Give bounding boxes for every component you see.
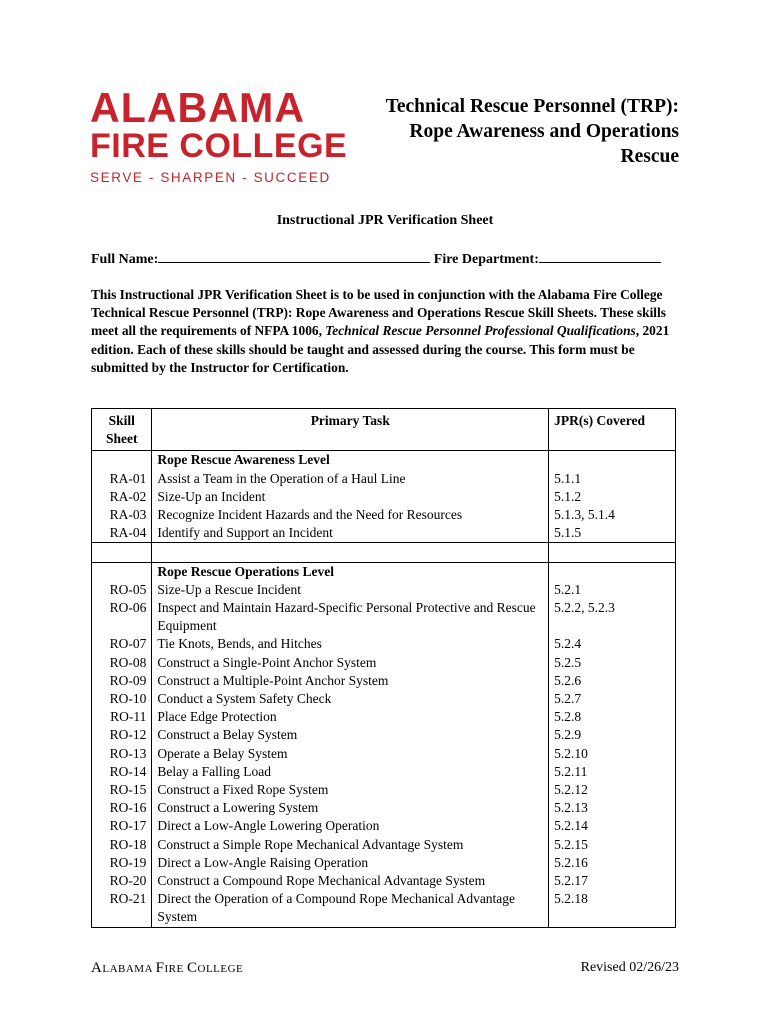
document-title xyxy=(349,94,679,169)
skill-sheet-cell: RA-03 xyxy=(92,506,152,524)
jpr-cell: 5.2.5 xyxy=(549,654,676,672)
table-row xyxy=(92,562,676,581)
skill-sheet-cell: RO-18 xyxy=(92,836,152,854)
primary-task-cell: Construct a Belay System xyxy=(152,726,549,744)
skill-sheet-cell: RO-19 xyxy=(92,854,152,872)
skill-sheet-cell: RO-12 xyxy=(92,726,152,744)
primary-task-cell: Direct the Operation of a Compound Rope Mechanical Advantage System xyxy=(152,890,549,927)
jpr-cell xyxy=(549,562,676,581)
jpr-cell: 5.1.1 xyxy=(549,470,676,488)
table-row xyxy=(92,672,676,690)
primary-task-cell: Direct a Low-Angle Lowering Operation xyxy=(152,817,549,835)
footer-revised-date: Revised 02/26/23 xyxy=(580,960,679,975)
primary-task-cell: Assist a Team in the Operation of a Haul Line xyxy=(152,470,549,488)
full-name-field[interactable] xyxy=(158,250,430,263)
skill-sheet-cell xyxy=(92,451,152,470)
table-row xyxy=(92,745,676,763)
table-row xyxy=(92,708,676,726)
primary-task-cell: Place Edge Protection xyxy=(152,708,549,726)
jpr-cell: 5.2.2, 5.2.3 xyxy=(549,599,676,635)
primary-task-cell: Construct a Simple Rope Mechanical Advantage System xyxy=(152,836,549,854)
skill-sheet-cell: RO-11 xyxy=(92,708,152,726)
table-row xyxy=(92,451,676,470)
primary-task-cell: Size-Up an Incident xyxy=(152,488,549,506)
footer-college-name: ALABAMA FIRE COLLEGE xyxy=(91,960,244,976)
skill-sheet-cell: RO-20 xyxy=(92,872,152,890)
primary-task-cell: Construct a Lowering System xyxy=(152,799,549,817)
table-row xyxy=(92,654,676,672)
table-row xyxy=(92,581,676,599)
skill-sheet-cell: RA-04 xyxy=(92,524,152,543)
primary-task-cell: Construct a Multiple-Point Anchor System xyxy=(152,672,549,690)
alabama-fire-college-logo xyxy=(90,84,355,185)
fire-department-label: Fire Department: xyxy=(433,252,539,267)
primary-task-cell: Conduct a System Safety Check xyxy=(152,690,549,708)
title-line-3: Rescue xyxy=(620,146,679,167)
skill-sheet-cell xyxy=(92,562,152,581)
title-line-2: Rope Awareness and Operations xyxy=(409,121,679,142)
jpr-cell: 5.2.8 xyxy=(549,708,676,726)
table-row xyxy=(92,763,676,781)
skill-sheet-cell: RO-13 xyxy=(92,745,152,763)
jpr-cell: 5.1.3, 5.1.4 xyxy=(549,506,676,524)
skill-sheet-cell: RO-21 xyxy=(92,890,152,927)
table-row xyxy=(92,524,676,543)
jpr-cell: 5.2.1 xyxy=(549,581,676,599)
header-jpr-covered: JPR(s) Covered xyxy=(549,409,676,451)
skill-sheet-cell: RO-16 xyxy=(92,799,152,817)
jpr-cell: 5.2.11 xyxy=(549,763,676,781)
primary-task-cell: Construct a Compound Rope Mechanical Advantage System xyxy=(152,872,549,890)
primary-task-cell: Inspect and Maintain Hazard-Specific Personal Protective and Rescue Equipment xyxy=(152,599,549,635)
skill-sheet-cell: RO-10 xyxy=(92,690,152,708)
table-row xyxy=(92,872,676,890)
section-title-cell: Rope Rescue Operations Level xyxy=(152,562,549,581)
skill-sheet-cell: RO-17 xyxy=(92,817,152,835)
logo-line-alabama: ALABAMA xyxy=(90,84,305,131)
primary-task-cell: Identify and Support an Incident xyxy=(152,524,549,543)
table-row xyxy=(92,854,676,872)
table-row xyxy=(92,470,676,488)
table-row xyxy=(92,890,676,927)
title-line-1: Technical Rescue Personnel (TRP): xyxy=(385,96,679,117)
full-name-label: Full Name: xyxy=(91,252,159,267)
jpr-cell xyxy=(549,451,676,470)
skill-sheet-cell: RO-06 xyxy=(92,599,152,635)
jpr-cell: 5.2.10 xyxy=(549,745,676,763)
intro-paragraph xyxy=(91,286,676,377)
primary-task-cell: Belay a Falling Load xyxy=(152,763,549,781)
table-row xyxy=(92,599,676,635)
table-row xyxy=(92,488,676,506)
jpr-cell: 5.2.16 xyxy=(549,854,676,872)
jpr-cell: 5.2.13 xyxy=(549,799,676,817)
primary-task-cell: Operate a Belay System xyxy=(152,745,549,763)
empty-cell xyxy=(92,543,152,562)
sheet-subtitle: Instructional JPR Verification Sheet xyxy=(276,213,494,228)
table-row xyxy=(92,635,676,653)
skill-sheet-cell: RO-14 xyxy=(92,763,152,781)
table-row xyxy=(92,690,676,708)
table-row xyxy=(92,506,676,524)
jpr-cell: 5.2.17 xyxy=(549,872,676,890)
primary-task-cell: Recognize Incident Hazards and the Need for Resources xyxy=(152,506,549,524)
header-primary-task: Primary Task xyxy=(152,409,549,451)
jpr-cell: 5.2.4 xyxy=(549,635,676,653)
logo-tagline: SERVE - SHARPEN - SUCCEED xyxy=(90,170,331,185)
empty-cell xyxy=(152,543,549,562)
primary-task-cell: Construct a Single-Point Anchor System xyxy=(152,654,549,672)
empty-cell xyxy=(549,543,676,562)
intro-text-2: , 2021 edition. Each of these skills should be taught and assessed during the course. This form must be submitted by the Instructor for Certification. xyxy=(91,323,670,375)
separator-row xyxy=(92,543,676,562)
skill-sheet-cell: RO-05 xyxy=(92,581,152,599)
jpr-cell: 5.1.2 xyxy=(549,488,676,506)
jpr-cell: 5.2.12 xyxy=(549,781,676,799)
skill-sheet-cell: RA-01 xyxy=(92,470,152,488)
table-row xyxy=(92,836,676,854)
intro-italic-title: Technical Rescue Personnel Professional Qualifications xyxy=(325,323,636,339)
skill-sheet-cell: RO-08 xyxy=(92,654,152,672)
skill-sheet-cell: RO-07 xyxy=(92,635,152,653)
skill-sheet-cell: RA-02 xyxy=(92,488,152,506)
jpr-cell: 5.2.9 xyxy=(549,726,676,744)
table-row xyxy=(92,799,676,817)
table-header-row xyxy=(92,409,676,451)
name-department-row xyxy=(91,250,661,268)
jpr-cell: 5.2.18 xyxy=(549,890,676,927)
logo-line-fire-college: FIRE COLLEGE xyxy=(90,127,348,165)
jpr-cell: 5.2.7 xyxy=(549,690,676,708)
table-row xyxy=(92,726,676,744)
skill-sheet-cell: RO-15 xyxy=(92,781,152,799)
skill-sheet-cell: RO-09 xyxy=(92,672,152,690)
jpr-cell: 5.2.15 xyxy=(549,836,676,854)
table-row xyxy=(92,781,676,799)
table-row xyxy=(92,817,676,835)
header-skill-sheet: Skill Sheet xyxy=(92,409,152,451)
jpr-cell: 5.2.6 xyxy=(549,672,676,690)
primary-task-cell: Size-Up a Rescue Incident xyxy=(152,581,549,599)
primary-task-cell: Tie Knots, Bends, and Hitches xyxy=(152,635,549,653)
fire-department-field[interactable] xyxy=(539,250,661,263)
section-title-cell: Rope Rescue Awareness Level xyxy=(152,451,549,470)
primary-task-cell: Construct a Fixed Rope System xyxy=(152,781,549,799)
jpr-cell: 5.1.5 xyxy=(549,524,676,543)
intro-text-1: This Instructional JPR Verification Sheet is to be used in conjunction with the Alabama Fire College Technical Rescue Personnel (TRP): Rope Awareness and Operations Rescue Skill Sheets. These skills meet all the requirements of NFPA 1006, xyxy=(91,287,666,339)
jpr-table xyxy=(91,408,676,928)
primary-task-cell: Direct a Low-Angle Raising Operation xyxy=(152,854,549,872)
jpr-cell: 5.2.14 xyxy=(549,817,676,835)
